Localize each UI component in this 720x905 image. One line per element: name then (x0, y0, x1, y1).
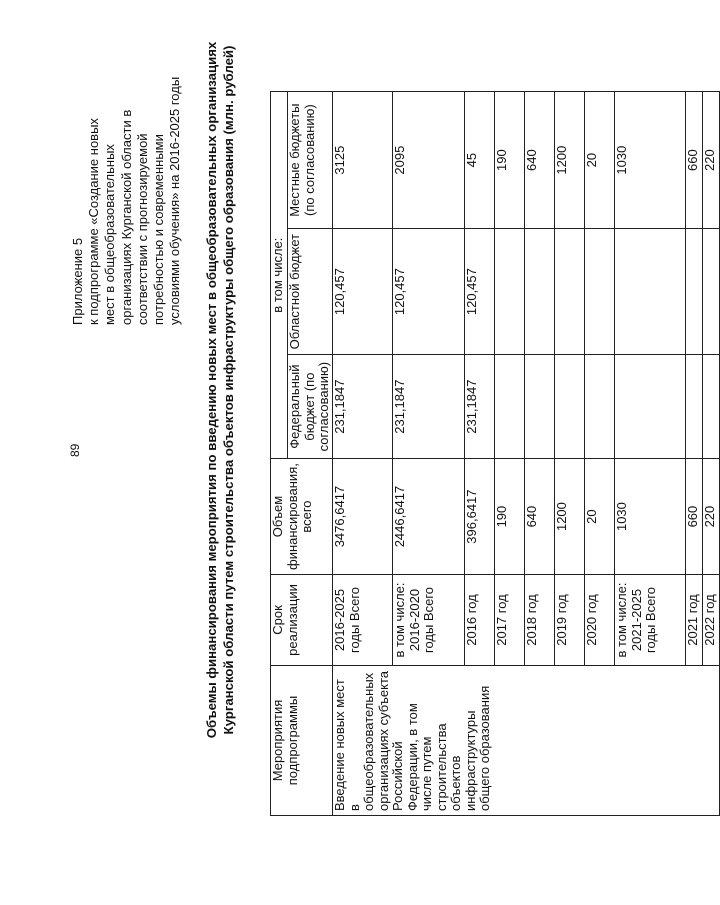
total-cell: 396,6417 (465, 459, 495, 575)
regional-cell (686, 229, 703, 355)
total-cell: 20 (585, 459, 615, 575)
total-cell: 190 (495, 459, 525, 575)
appendix-line: к подпрограмме «Создание новых (86, 118, 102, 325)
total-cell: 2446,6417 (393, 459, 465, 575)
local-cell: 3125 (333, 92, 393, 229)
appendix-line: Приложение 5 (70, 237, 85, 325)
table-row (333, 92, 393, 816)
period-cell: в том числе: 2021-2025 годы Всего (615, 575, 686, 666)
header-local: Местные бюджеты (по согласованию) (288, 92, 333, 229)
local-cell: 2095 (393, 92, 465, 229)
period-cell: 2017 год (495, 575, 525, 666)
total-cell: 1200 (555, 459, 585, 575)
total-cell: 660 (686, 459, 703, 575)
header-total: Объем финансирования, всего (271, 459, 333, 575)
federal-cell (615, 355, 686, 459)
local-cell: 45 (465, 92, 495, 229)
period-cell: 2022 год (703, 575, 720, 666)
appendix-line: условиями обучения» на 2016-2025 годы (167, 76, 183, 325)
total-cell: 640 (525, 459, 555, 575)
activity-cell: Введение новых мест в общеобразовательных организациях субъекта Российской Федерации, в том числе путем строительства объектов инфраструктуры общего образования (333, 666, 720, 816)
header-row (271, 92, 288, 816)
total-cell: 1030 (615, 459, 686, 575)
header-federal: Федеральный бюджет (по согласованию) (288, 355, 333, 459)
federal-cell (686, 355, 703, 459)
regional-cell (555, 229, 585, 355)
period-cell: 2016-2025 годы Всего (333, 575, 393, 666)
regional-cell (703, 229, 720, 355)
federal-cell: 231,1847 (465, 355, 495, 459)
local-cell: 640 (525, 92, 555, 229)
local-cell: 220 (703, 92, 720, 229)
period-cell: в том числе: 2016-2020 годы Всего (393, 575, 465, 666)
period-cell: 2019 год (555, 575, 585, 666)
local-cell: 190 (495, 92, 525, 229)
total-cell: 220 (703, 459, 720, 575)
header-including: в том числе: (271, 92, 288, 459)
federal-cell (495, 355, 525, 459)
federal-cell (703, 355, 720, 459)
local-cell: 660 (686, 92, 703, 229)
regional-cell (525, 229, 555, 355)
period-cell: 2020 год (585, 575, 615, 666)
regional-cell: 120,457 (465, 229, 495, 355)
regional-cell: 120,457 (333, 229, 393, 355)
header-regional: Областной бюджет (288, 229, 333, 355)
federal-cell: 231,1847 (393, 355, 465, 459)
local-cell: 1200 (555, 92, 585, 229)
regional-cell (495, 229, 525, 355)
local-cell: 20 (585, 92, 615, 229)
total-cell: 3476,6417 (333, 459, 393, 575)
title-line-1: Объемы финансирования мероприятия по введению новых мест в общеобразовательных организациях (204, 41, 219, 739)
appendix-line: организациях Курганской области в (118, 109, 134, 325)
title-line-2: Курганской области путем строительства объектов инфраструктуры общего образования (млн. рублей) (221, 45, 236, 735)
document-title (203, 0, 237, 785)
appendix-line: соответствии с прогнозируемой (134, 133, 150, 325)
period-cell: 2021 год (686, 575, 703, 666)
regional-cell (615, 229, 686, 355)
regional-cell (585, 229, 615, 355)
page-number: 89 (68, 443, 82, 457)
federal-cell (555, 355, 585, 459)
federal-cell: 231,1847 (333, 355, 393, 459)
header-activity: Мероприятия подпрограммы (271, 666, 333, 816)
period-cell: 2018 год (525, 575, 555, 666)
header-period: Срок реализации (271, 575, 333, 666)
financing-table (270, 91, 720, 816)
federal-cell (525, 355, 555, 459)
appendix-note (70, 15, 183, 325)
federal-cell (585, 355, 615, 459)
period-cell: 2016 год (465, 575, 495, 666)
regional-cell: 120,457 (393, 229, 465, 355)
appendix-line: мест в общеобразовательных (102, 144, 118, 325)
appendix-line: потребностью и современными (151, 134, 167, 325)
local-cell: 1030 (615, 92, 686, 229)
